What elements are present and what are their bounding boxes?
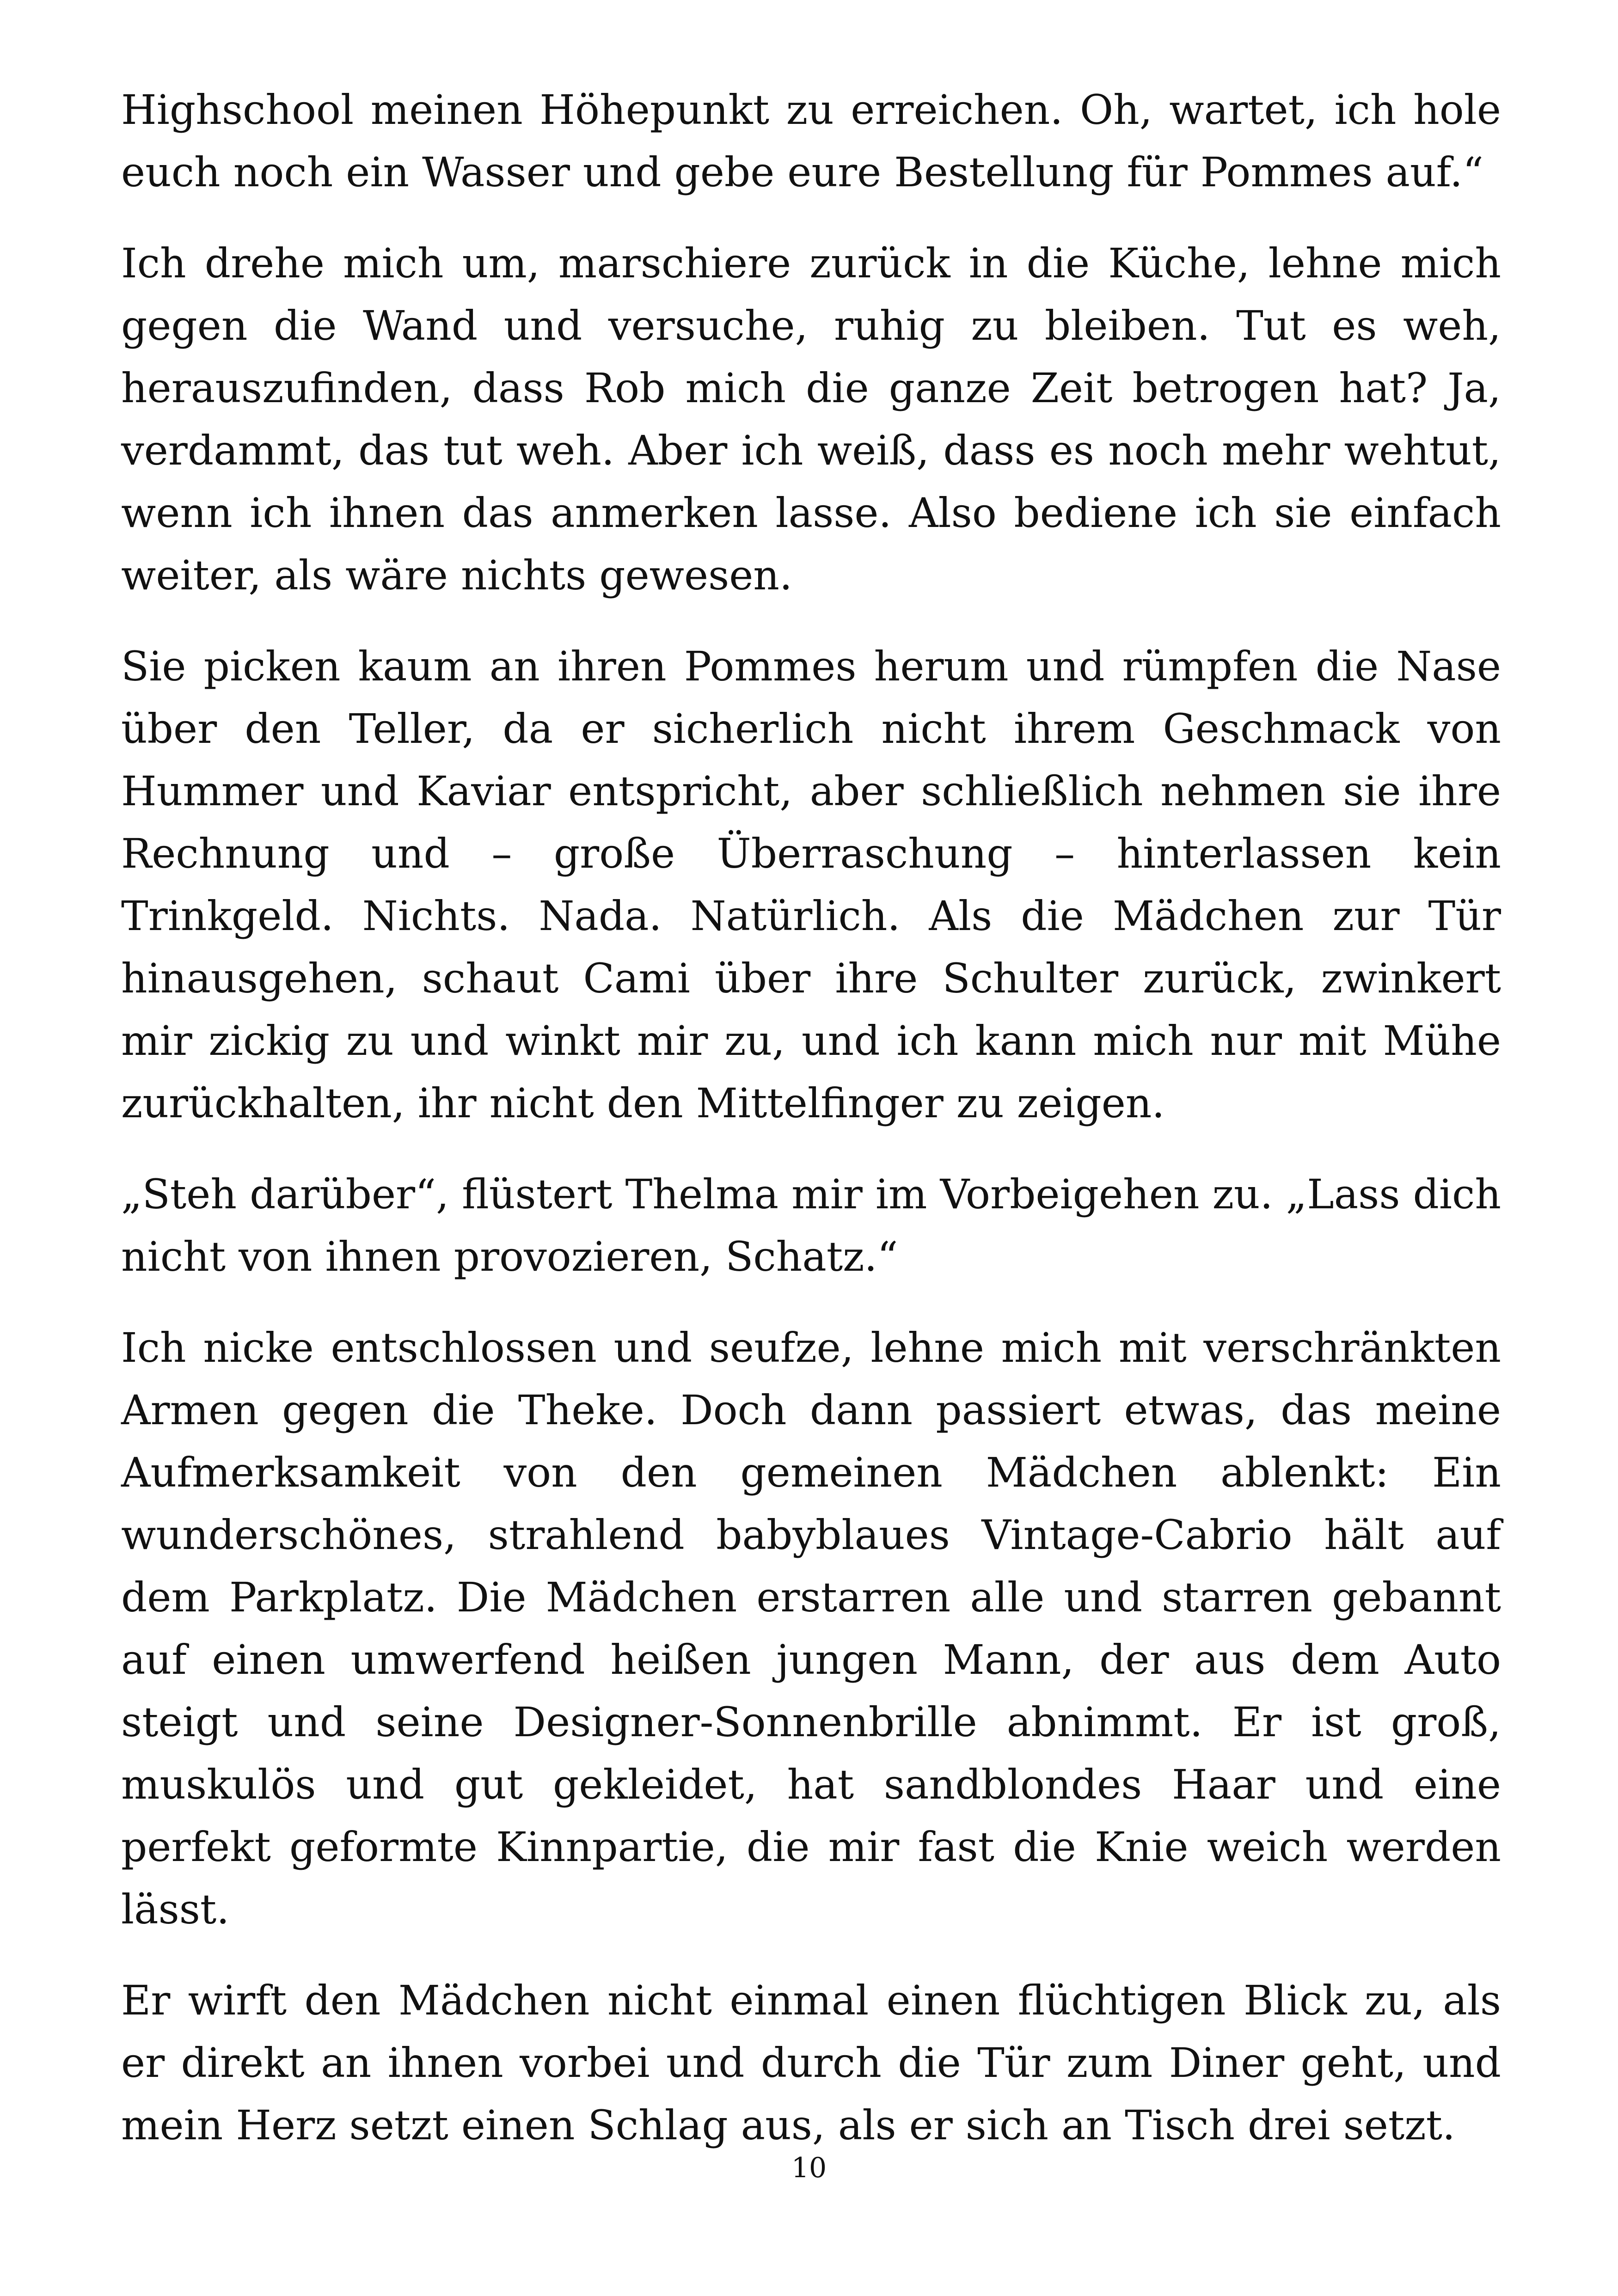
paragraph: Er wirft den Mädchen nicht einmal einen flüchtigen Blick zu, als er direkt an ihnen vorbei und durch die Tür zum Diner geht, und mein Herz setzt einen Schlag aus, als er sich an Tisch drei setzt. [121, 1977, 1501, 2149]
page-number: 10 [791, 2152, 827, 2184]
paragraph: Ich nicke entschlossen und seufze, lehne mich mit verschränkten Armen gegen die Theke. Doch dann passiert etwas, das meine Aufmerksamkeit von den gemeinen Mädchen ablenkt: Ein wunderschönes, strahlend babyblaues Vintage-Cabrio hält auf dem Parkplatz. Die Mädchen erstarren alle und starren gebannt auf einen umwerfend heißen jungen Mann, der aus dem Auto steigt und seine Designer-Sonnenbrille abnimmt. Er ist groß, muskulös und gut gekleidet, hat sandblondes Haar und eine perfekt geformte Kinnpartie, die mir fast die Knie weich werden lässt. [121, 1324, 1501, 1933]
paragraph: Ich drehe mich um, marschiere zurück in die Küche, lehne mich gegen die Wand und versuche, ruhig zu bleiben. Tut es weh, herauszufinden, dass Rob mich die ganze Zeit betrogen hat? Ja, verdammt, das tut weh. Aber ich weiß, dass es noch mehr wehtut, wenn ich ihnen das anmerken lasse. Also bediene ich sie einfach weiter, als wäre nichts gewesen. [121, 239, 1501, 599]
paragraph: Sie picken kaum an ihren Pommes herum und rümpfen die Nase über den Teller, da er sicherlich nicht ihrem Geschmack von Hummer und Kaviar entspricht, aber schließlich nehmen sie ihre Rechnung und – große Überraschung – hinterlassen kein Trinkgeld. Nichts. Nada. Natürlich. Als die Mädchen zur Tür hinausgehen, schaut Cami über ihre Schulter zurück, zwinkert mir zickig zu und winkt mir zu, und ich kann mich nur mit Mühe zurückhalten, ihr nicht den Mittelfinger zu zeigen. [121, 643, 1501, 1127]
paragraph: Highschool meinen Höhepunkt zu erreichen. Oh, wartet, ich hole euch noch ein Wasser und gebe eure Bestellung für Pommes auf.“ [121, 86, 1501, 196]
body-text [121, 79, 1501, 2185]
paragraph: „Steh darüber“, flüstert Thelma mir im Vorbeigehen zu. „Lass dich nicht von ihnen provozieren, Schatz.“ [121, 1170, 1501, 1280]
